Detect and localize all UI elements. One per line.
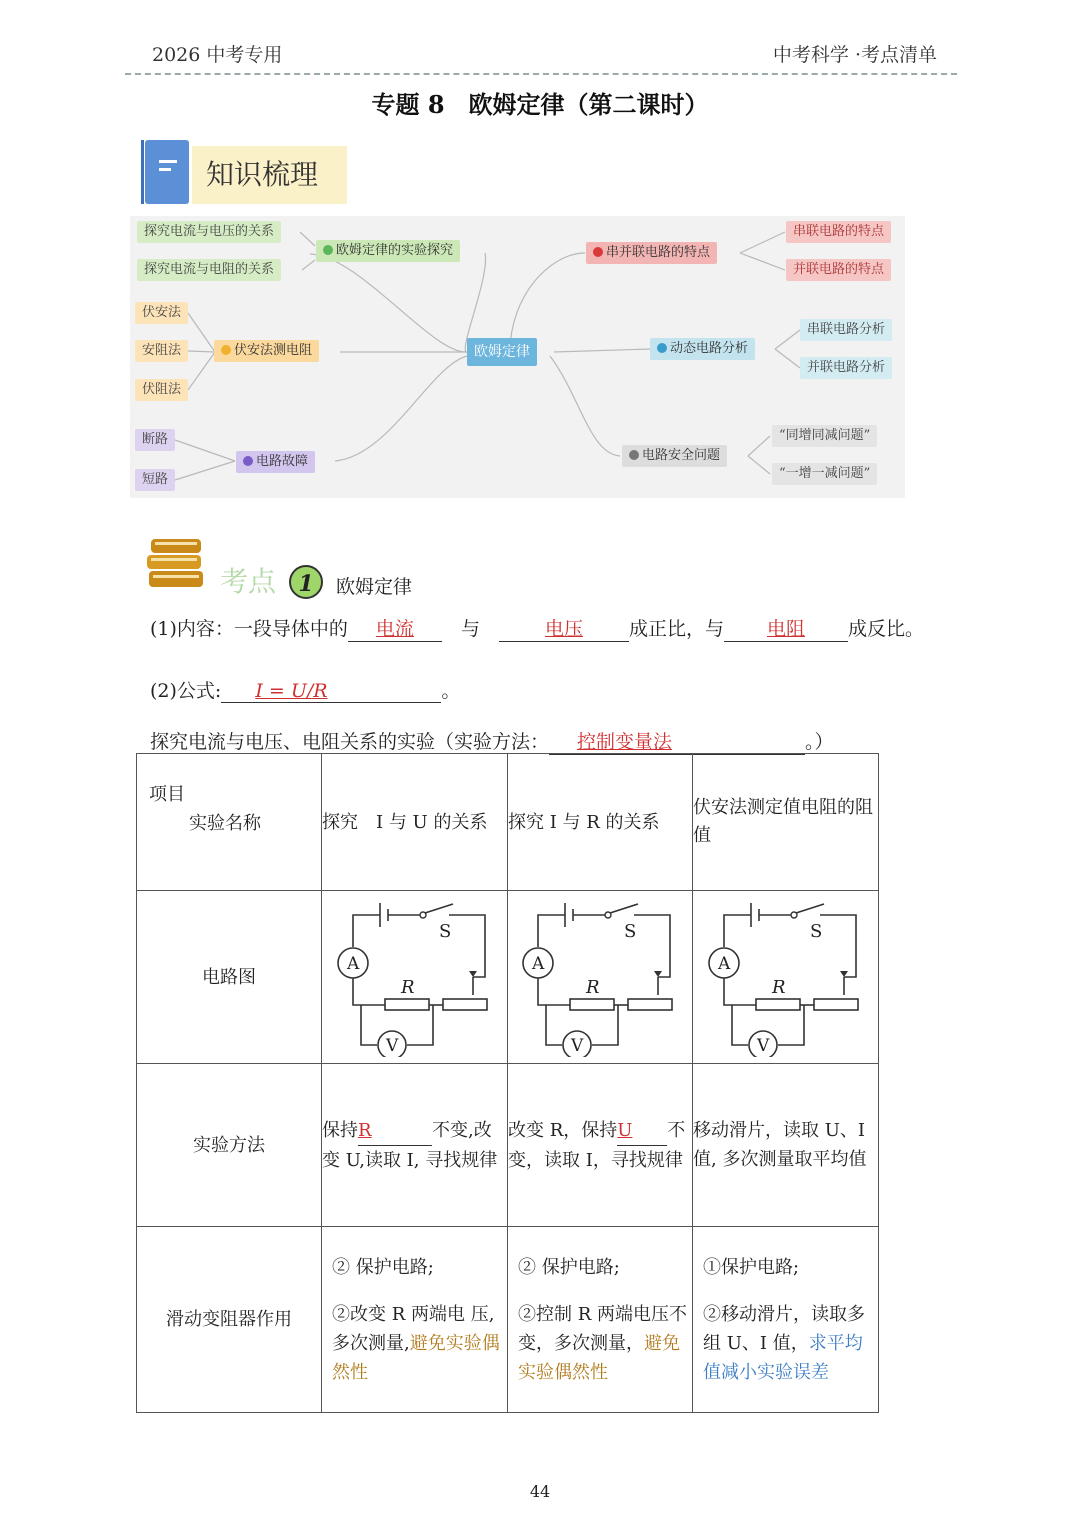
row-label: 实验方法 bbox=[137, 1064, 322, 1227]
formula-line: (2)公式: I = U/R 。 bbox=[150, 680, 461, 702]
switch-lever bbox=[610, 904, 638, 913]
content-line: (1)内容：一段导体中的 电流 与 电压 成正比，与 电阻 成反比。 bbox=[150, 614, 924, 642]
mm-center: 欧姆定律 bbox=[467, 338, 537, 366]
number-badge-icon bbox=[221, 345, 231, 355]
mm-leaf: 并联电路分析 bbox=[800, 357, 892, 379]
number-badge-icon bbox=[593, 247, 603, 257]
number-badge-icon bbox=[629, 450, 639, 460]
switch-lever bbox=[796, 904, 824, 913]
section-label-knowledge: 知识梳理 bbox=[192, 146, 347, 204]
mm-leaf: 并联电路的特点 bbox=[786, 259, 891, 281]
circuit-wire bbox=[353, 978, 385, 1005]
book-icon bbox=[145, 140, 189, 204]
slider-arrow bbox=[840, 971, 848, 977]
circuit-wire bbox=[634, 915, 670, 977]
number-badge-icon bbox=[323, 245, 333, 255]
answer-blank: 电压 bbox=[499, 614, 629, 642]
mm-branch-fault: 电路故障 bbox=[236, 451, 315, 473]
table-header-cell: 伏安法测定值电阻的阻值 bbox=[693, 754, 879, 891]
circuit-diagram bbox=[706, 897, 866, 1057]
circuit-wire bbox=[449, 915, 485, 977]
mm-leaf: 伏阻法 bbox=[135, 379, 188, 401]
row-label: 电路图 bbox=[137, 891, 322, 1064]
method-cell: 移动滑片，读取 U、I 值, 多次测量取平均值 bbox=[693, 1064, 879, 1227]
rheostat bbox=[814, 999, 858, 1010]
circuit-diagram bbox=[520, 897, 680, 1057]
slider-arrow bbox=[469, 971, 477, 977]
number-badge-icon bbox=[657, 343, 667, 353]
resistor-r bbox=[756, 999, 800, 1010]
rheostat-cell: ② 保护电路; ②控制 R 两端电压不变，多次测量，避免实验偶然性 bbox=[508, 1227, 693, 1413]
mm-leaf: 安阻法 bbox=[135, 340, 188, 362]
resistor-label: R bbox=[771, 977, 786, 998]
number-badge-icon bbox=[243, 456, 253, 466]
switch-label: S bbox=[624, 921, 637, 942]
answer-blank: R bbox=[358, 1116, 432, 1146]
row-label: 滑动变阻器作用 bbox=[137, 1227, 322, 1413]
ammeter-label: A bbox=[346, 954, 359, 974]
mm-leaf: 串联电路分析 bbox=[800, 319, 892, 341]
mm-leaf: 断路 bbox=[135, 429, 175, 451]
kaodian-word: 考点 bbox=[220, 565, 277, 598]
method-line: 探究电流与电压、电阻关系的实验（实验方法： 控制变量法 。） bbox=[150, 727, 834, 755]
header-left: 2026 中考专用 bbox=[152, 44, 283, 66]
circuit-cell bbox=[322, 891, 508, 1064]
mm-branch-safety: 电路安全问题 bbox=[622, 445, 727, 467]
circuit-wire bbox=[538, 978, 570, 1005]
circuit-wire bbox=[353, 915, 380, 947]
header-right: 中考科学 ·考点清单 bbox=[772, 44, 937, 66]
mm-leaf: 短路 bbox=[135, 469, 175, 491]
voltmeter-label: V bbox=[756, 1036, 769, 1056]
mm-leaf: 探究电流与电压的关系 bbox=[137, 221, 281, 243]
header-divider bbox=[125, 73, 957, 75]
voltmeter-wire bbox=[407, 1005, 433, 1045]
circuit-diagram bbox=[335, 897, 495, 1057]
rheostat-cell: ② 保护电路; ②改变 R 两端电 压,多次测量,避免实验偶然性 bbox=[322, 1227, 508, 1413]
circuit-cell bbox=[693, 891, 879, 1064]
answer-blank: 电流 bbox=[348, 614, 442, 642]
resistor-label: R bbox=[586, 977, 600, 998]
mm-branch-experiment: 欧姆定律的实验探究 bbox=[316, 240, 460, 262]
kaodian-number: 1 bbox=[289, 565, 323, 599]
circuit-cell bbox=[508, 891, 693, 1064]
circuit-wire bbox=[538, 915, 565, 947]
resistor-r bbox=[570, 999, 614, 1010]
experiment-table bbox=[136, 753, 879, 1413]
voltmeter-label: V bbox=[571, 1036, 584, 1056]
switch-label: S bbox=[809, 921, 822, 942]
books-icon bbox=[145, 535, 207, 595]
voltmeter-wire bbox=[546, 1005, 562, 1045]
mind-map bbox=[130, 216, 905, 498]
ammeter-label: A bbox=[532, 954, 545, 974]
voltmeter-wire bbox=[592, 1005, 618, 1045]
table-header-cell: 项目 实验名称 bbox=[137, 754, 322, 891]
circuit-wire bbox=[724, 978, 756, 1005]
voltmeter-wire bbox=[732, 1005, 748, 1045]
switch-lever bbox=[425, 904, 453, 913]
answer-blank: 电阻 bbox=[724, 614, 848, 642]
slider-arrow bbox=[654, 971, 662, 977]
circuit-wire bbox=[724, 915, 751, 947]
method-cell: 保持R 不变,改变 U,读取 I, 寻找规律 bbox=[322, 1064, 508, 1227]
mm-leaf: “一增一减问题” bbox=[772, 463, 877, 485]
resistor-label: R bbox=[400, 977, 415, 998]
switch-label: S bbox=[438, 921, 451, 942]
page-title: 专题 8 欧姆定律（第二课时） bbox=[371, 90, 709, 119]
kaodian-title: 欧姆定律 bbox=[336, 576, 413, 598]
mm-branch-dynamic: 动态电路分析 bbox=[650, 338, 755, 360]
ohm-formula: I = U/R bbox=[255, 680, 328, 702]
page-number: 44 bbox=[529, 1482, 551, 1501]
formula-blank bbox=[221, 680, 441, 703]
voltmeter-wire bbox=[778, 1005, 804, 1045]
rheostat-cell: ①保护电路; ②移动滑片，读取多组 U、I 值，求平均值减小实验误差 bbox=[693, 1227, 879, 1413]
mm-leaf: 伏安法 bbox=[135, 302, 188, 324]
mm-leaf: “同增同减问题” bbox=[772, 425, 877, 447]
answer-blank: 控制变量法 bbox=[549, 727, 805, 755]
rheostat bbox=[628, 999, 672, 1010]
method-cell: 改变 R，保持U 不变，读取 I，寻找规律 bbox=[508, 1064, 693, 1227]
mm-leaf: 串联电路的特点 bbox=[786, 221, 891, 243]
table-header-cell: 探究 I 与 R 的关系 bbox=[508, 754, 693, 891]
mm-branch-series-parallel: 串并联电路的特点 bbox=[586, 242, 717, 264]
resistor-r bbox=[385, 999, 429, 1010]
mm-branch-voltammetry: 伏安法测电阻 bbox=[214, 340, 319, 362]
ammeter-label: A bbox=[717, 954, 730, 974]
table-header-cell: 探究 I 与 U 的关系 bbox=[322, 754, 508, 891]
rheostat bbox=[443, 999, 487, 1010]
circuit-wire bbox=[820, 915, 856, 977]
voltmeter-label: V bbox=[385, 1036, 398, 1056]
voltmeter-wire bbox=[361, 1005, 377, 1045]
answer-blank: U bbox=[617, 1116, 667, 1146]
mm-leaf: 探究电流与电阻的关系 bbox=[137, 259, 281, 281]
